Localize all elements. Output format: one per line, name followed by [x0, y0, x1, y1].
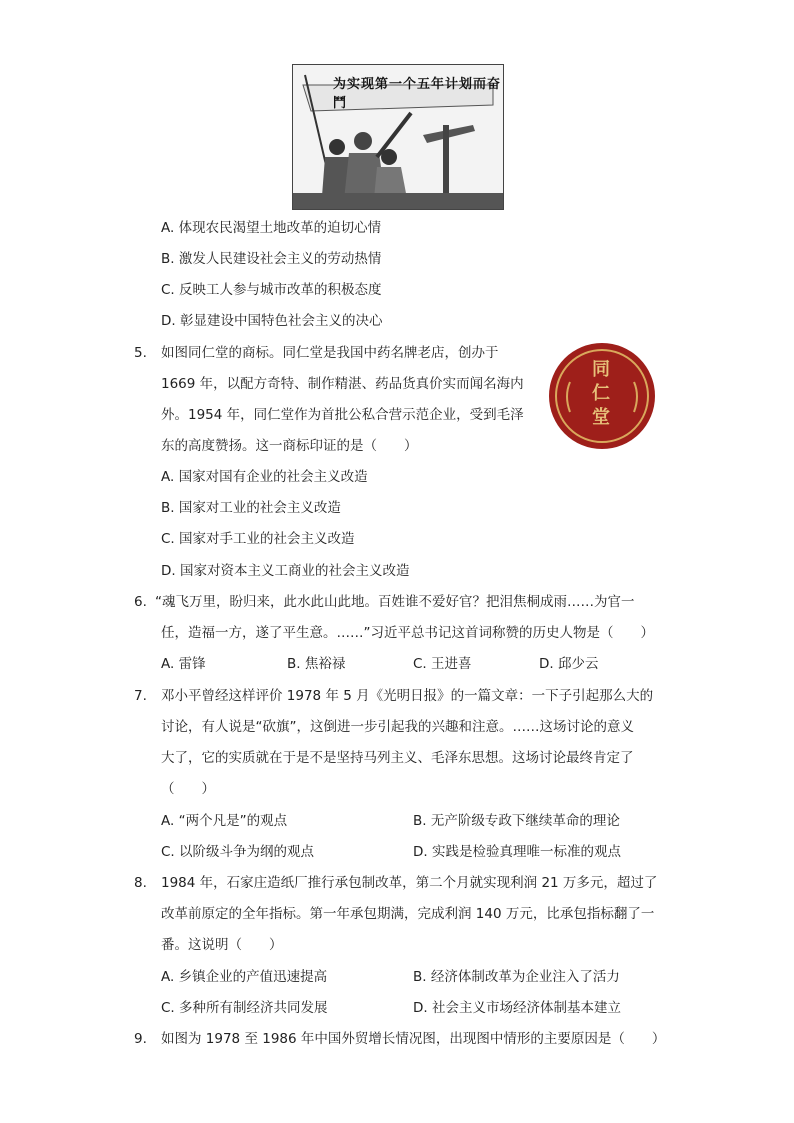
q6-option-a: A. 雷锋 [161, 656, 206, 672]
q5-option-a: A. 国家对国有企业的社会主义改造 [161, 469, 368, 485]
q7-stem-line-2: 讨论，有人说是“砍旗”，这倒进一步引起我的兴趣和注意。……这场讨论的意义 [161, 719, 634, 735]
q8-stem-line-3: 番。这说明（ ） [161, 937, 283, 953]
logo-text: 同仁堂 [592, 359, 610, 428]
q4-option-b: B. 激发人民建设社会主义的劳动热情 [161, 251, 382, 267]
q7-option-c: C. 以阶级斗争为纲的观点 [161, 844, 315, 860]
q7-option-b: B. 无产阶级专政下继续革命的理论 [413, 813, 620, 829]
q4-option-d: D. 彰显建设中国特色社会主义的决心 [161, 313, 383, 329]
q5-stem-line-4: 东的高度赞扬。这一商标印证的是（ ） [161, 438, 418, 454]
tongrentang-logo [548, 342, 656, 450]
q6-option-d: D. 邱少云 [539, 656, 599, 672]
q6-number: 6. [134, 594, 147, 610]
q6-option-b: B. 焦裕禄 [287, 656, 346, 672]
q6-stem-line-1: “魂飞万里，盼归来，此水此山此地。百姓谁不爱好官？把泪焦桐成雨……为官一 [155, 594, 635, 610]
q5-stem-line-1: 如图同仁堂的商标。同仁堂是我国中药名牌老店，创办于 [161, 345, 499, 361]
q7-stem-line-1: 邓小平曾经这样评价 1978 年 5 月《光明日报》的一篇文章：一下子引起那么大的 [161, 688, 654, 704]
q8-number: 8. [134, 875, 147, 891]
poster-title: 为实现第一个五年计划而奋鬥 [333, 77, 502, 111]
q8-option-c: C. 多种所有制经济共同发展 [161, 1000, 328, 1016]
q5-stem-line-2: 1669 年，以配方奇特、制作精湛、药品货真价实而闻名海内 [161, 376, 524, 392]
q4-option-c: C. 反映工人参与城市改革的积极态度 [161, 282, 382, 298]
q7-option-a: A. “两个凡是”的观点 [161, 813, 288, 829]
q7-stem-line-4: （ ） [161, 781, 215, 797]
q8-stem-line-2: 改革前原定的全年指标。第一年承包期满，完成利润 140 万元，比承包指标翻了一 [161, 906, 655, 922]
q6-option-c: C. 王进喜 [413, 656, 472, 672]
q8-option-b: B. 经济体制改革为企业注入了活力 [413, 969, 620, 985]
q7-option-d: D. 实践是检验真理唯一标准的观点 [413, 844, 621, 860]
q4-option-a: A. 体现农民渴望土地改革的迫切心情 [161, 220, 382, 236]
q5-option-c: C. 国家对手工业的社会主义改造 [161, 531, 355, 547]
q5-option-b: B. 国家对工业的社会主义改造 [161, 500, 341, 516]
q7-stem-line-3: 大了，它的实质就在于是不是坚持马列主义、毛泽东思想。这场讨论最终肯定了 [161, 750, 634, 766]
q5-stem-line-3: 外。1954 年，同仁堂作为首批公私合营示范企业，受到毛泽 [161, 407, 524, 423]
q5-option-d: D. 国家对资本主义工商业的社会主义改造 [161, 563, 410, 579]
q9-number: 9. [134, 1031, 147, 1047]
q8-option-d: D. 社会主义市场经济体制基本建立 [413, 1000, 621, 1016]
q6-stem-line-2: 任，造福一方，遂了平生意。……”习近平总书记这首词称赞的历史人物是（ ） [161, 625, 654, 641]
q7-number: 7. [134, 688, 147, 704]
poster-image [292, 64, 504, 210]
q8-stem-line-1: 1984 年，石家庄造纸厂推行承包制改革，第二个月就实现利润 21 万多元，超过了 [161, 875, 658, 891]
q5-number: 5. [134, 345, 147, 361]
q8-option-a: A. 乡镇企业的产值迅速提高 [161, 969, 328, 985]
q9-stem-line-1: 如图为 1978 至 1986 年中国外贸增长情况图，出现图中情形的主要原因是（ ） [161, 1031, 666, 1047]
